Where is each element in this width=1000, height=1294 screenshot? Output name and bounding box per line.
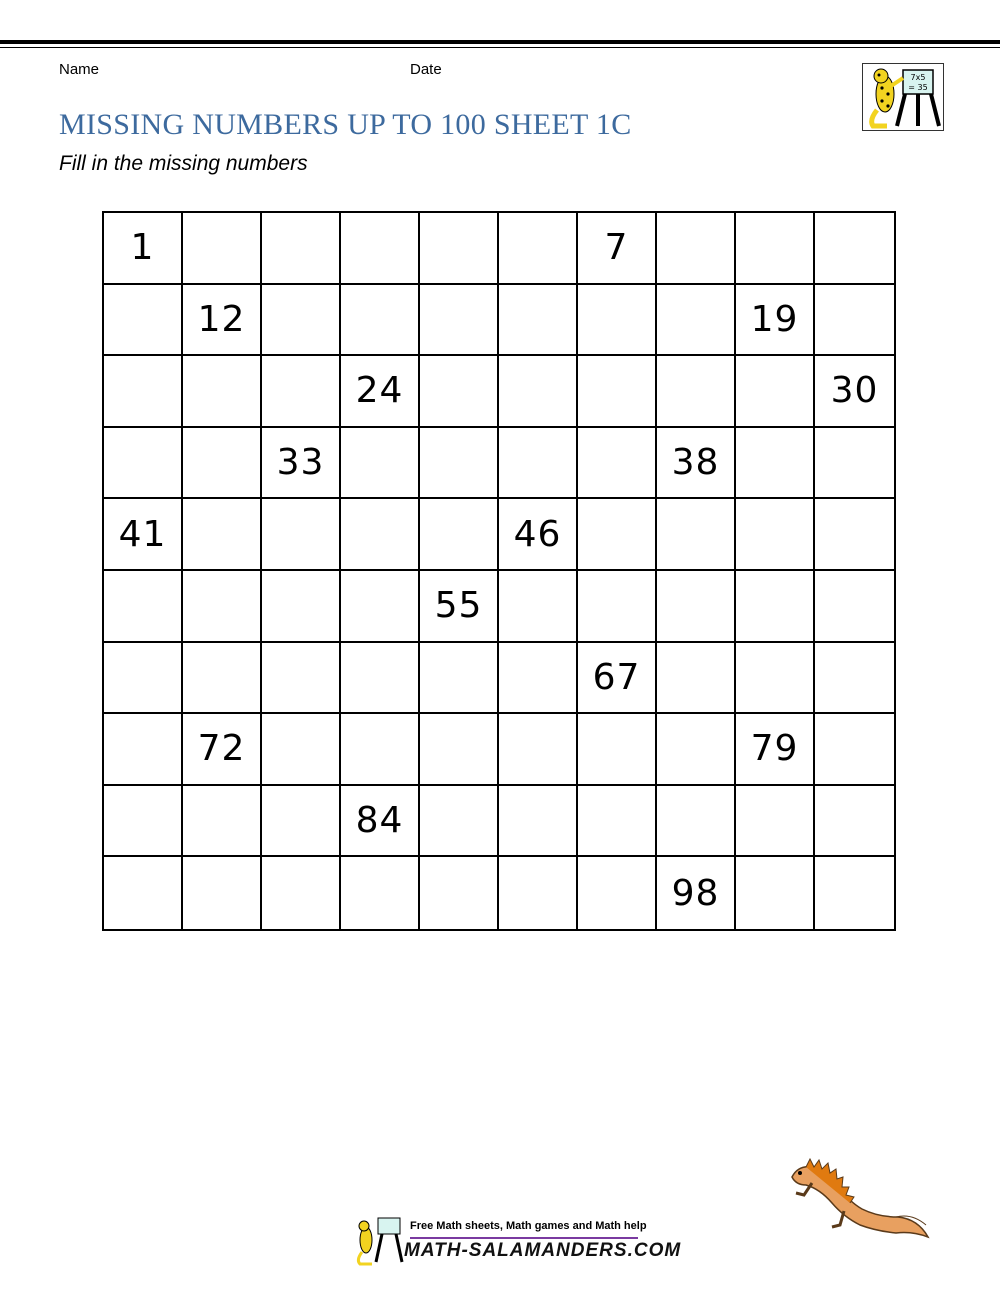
grid-cell-blank[interactable] — [657, 356, 736, 428]
grid-cell-blank[interactable] — [262, 356, 341, 428]
grid-cell-blank[interactable] — [736, 857, 815, 929]
grid-cell-blank[interactable] — [578, 714, 657, 786]
grid-cell-given: 46 — [499, 499, 578, 571]
grid-cell-blank[interactable] — [499, 356, 578, 428]
grid-cell-blank[interactable] — [736, 213, 815, 285]
grid-cell-blank[interactable] — [578, 499, 657, 571]
grid-cell-blank[interactable] — [104, 571, 183, 643]
grid-cell-blank[interactable] — [420, 285, 499, 357]
grid-cell-blank[interactable] — [499, 857, 578, 929]
grid-cell-given: 41 — [104, 499, 183, 571]
grid-cell-blank[interactable] — [815, 213, 894, 285]
grid-cell-blank[interactable] — [183, 356, 262, 428]
grid-cell-given: 79 — [736, 714, 815, 786]
grid-cell-blank[interactable] — [420, 428, 499, 500]
grid-cell-blank[interactable] — [420, 499, 499, 571]
grid-cell-blank[interactable] — [341, 571, 420, 643]
grid-cell-blank[interactable] — [262, 857, 341, 929]
grid-cell-given: 55 — [420, 571, 499, 643]
grid-cell-blank[interactable] — [104, 356, 183, 428]
footer-site-link[interactable]: MATH-SALAMANDERS.COM — [404, 1240, 682, 1261]
grid-cell-blank[interactable] — [499, 643, 578, 715]
grid-cell-blank[interactable] — [420, 857, 499, 929]
page-title: MISSING NUMBERS UP TO 100 SHEET 1C — [59, 108, 632, 141]
grid-cell-blank[interactable] — [815, 714, 894, 786]
instructions: Fill in the missing numbers — [59, 152, 308, 175]
grid-cell-blank[interactable] — [578, 786, 657, 858]
grid-cell-blank[interactable] — [420, 643, 499, 715]
grid-cell-blank[interactable] — [736, 571, 815, 643]
grid-cell-blank[interactable] — [815, 643, 894, 715]
grid-cell-blank[interactable] — [262, 786, 341, 858]
grid-cell-blank[interactable] — [341, 857, 420, 929]
grid-cell-blank[interactable] — [578, 571, 657, 643]
grid-cell-blank[interactable] — [341, 428, 420, 500]
grid-cell-blank[interactable] — [183, 428, 262, 500]
grid-cell-given: 1 — [104, 213, 183, 285]
grid-cell-blank[interactable] — [183, 643, 262, 715]
grid-cell-blank[interactable] — [341, 285, 420, 357]
grid-cell-blank[interactable] — [341, 714, 420, 786]
grid-cell-given: 30 — [815, 356, 894, 428]
grid-cell-blank[interactable] — [815, 285, 894, 357]
grid-cell-blank[interactable] — [736, 428, 815, 500]
grid-cell-blank[interactable] — [104, 643, 183, 715]
grid-cell-blank[interactable] — [657, 714, 736, 786]
grid-cell-blank[interactable] — [657, 786, 736, 858]
grid-cell-blank[interactable] — [736, 356, 815, 428]
grid-cell-blank[interactable] — [104, 786, 183, 858]
grid-cell-blank[interactable] — [420, 213, 499, 285]
grid-cell-blank[interactable] — [499, 285, 578, 357]
grid-cell-given: 12 — [183, 285, 262, 357]
grid-cell-blank[interactable] — [499, 786, 578, 858]
grid-cell-blank[interactable] — [341, 213, 420, 285]
top-rule-thick — [0, 40, 1000, 44]
grid-cell-blank[interactable] — [420, 786, 499, 858]
grid-cell-blank[interactable] — [341, 499, 420, 571]
grid-cell-blank[interactable] — [736, 643, 815, 715]
grid-cell-blank[interactable] — [262, 285, 341, 357]
grid-cell-blank[interactable] — [420, 356, 499, 428]
date-label: Date — [410, 61, 442, 78]
grid-cell-given: 38 — [657, 428, 736, 500]
grid-cell-given: 7 — [578, 213, 657, 285]
grid-cell-blank[interactable] — [499, 213, 578, 285]
grid-cell-blank[interactable] — [499, 714, 578, 786]
grid-cell-blank[interactable] — [183, 213, 262, 285]
grid-cell-blank[interactable] — [183, 786, 262, 858]
footer-rule — [410, 1237, 638, 1239]
grid-cell-blank[interactable] — [104, 857, 183, 929]
grid-cell-given: 19 — [736, 285, 815, 357]
grid-cell-blank[interactable] — [815, 857, 894, 929]
grid-cell-blank[interactable] — [104, 714, 183, 786]
grid-cell-blank[interactable] — [657, 643, 736, 715]
grid-cell-blank[interactable] — [262, 643, 341, 715]
salamander-teacher-icon — [862, 63, 944, 131]
board-text-bottom: = 35 — [908, 83, 928, 92]
grid-cell-blank[interactable] — [578, 857, 657, 929]
grid-cell-blank[interactable] — [262, 499, 341, 571]
grid-cell-blank[interactable] — [578, 428, 657, 500]
grid-cell-blank[interactable] — [499, 571, 578, 643]
grid-cell-given: 98 — [657, 857, 736, 929]
grid-cell-blank[interactable] — [736, 786, 815, 858]
grid-cell-blank[interactable] — [183, 571, 262, 643]
footer-tagline: Free Math sheets, Math games and Math help — [410, 1220, 647, 1232]
grid-cell-blank[interactable] — [657, 499, 736, 571]
grid-cell-blank[interactable] — [262, 571, 341, 643]
grid-cell-blank[interactable] — [657, 285, 736, 357]
grid-cell-given: 67 — [578, 643, 657, 715]
grid-cell-given: 24 — [341, 356, 420, 428]
grid-cell-blank[interactable] — [262, 714, 341, 786]
grid-cell-blank[interactable] — [578, 285, 657, 357]
grid-cell-given: 72 — [183, 714, 262, 786]
grid-cell-blank[interactable] — [183, 857, 262, 929]
grid-cell-given: 33 — [262, 428, 341, 500]
grid-cell-blank[interactable] — [420, 714, 499, 786]
grid-cell-blank[interactable] — [736, 499, 815, 571]
grid-cell-blank[interactable] — [341, 643, 420, 715]
grid-cell-blank[interactable] — [657, 213, 736, 285]
grid-cell-blank[interactable] — [104, 428, 183, 500]
grid-cell-blank[interactable] — [104, 285, 183, 357]
grid-cell-blank[interactable] — [262, 213, 341, 285]
grid-cell-blank[interactable] — [657, 571, 736, 643]
number-grid — [102, 211, 896, 931]
grid-cell-given: 84 — [341, 786, 420, 858]
grid-cell-blank[interactable] — [815, 786, 894, 858]
grid-cell-blank[interactable] — [815, 571, 894, 643]
grid-cell-blank[interactable] — [578, 356, 657, 428]
grid-cell-blank[interactable] — [815, 499, 894, 571]
grid-cell-blank[interactable] — [815, 428, 894, 500]
grid-cell-blank[interactable] — [499, 428, 578, 500]
salamander-icon — [786, 1155, 932, 1255]
board-text-top: 7x5 — [910, 73, 926, 82]
grid-cell-blank[interactable] — [183, 499, 262, 571]
name-label: Name — [59, 61, 100, 78]
top-rule-thin — [0, 47, 1000, 48]
